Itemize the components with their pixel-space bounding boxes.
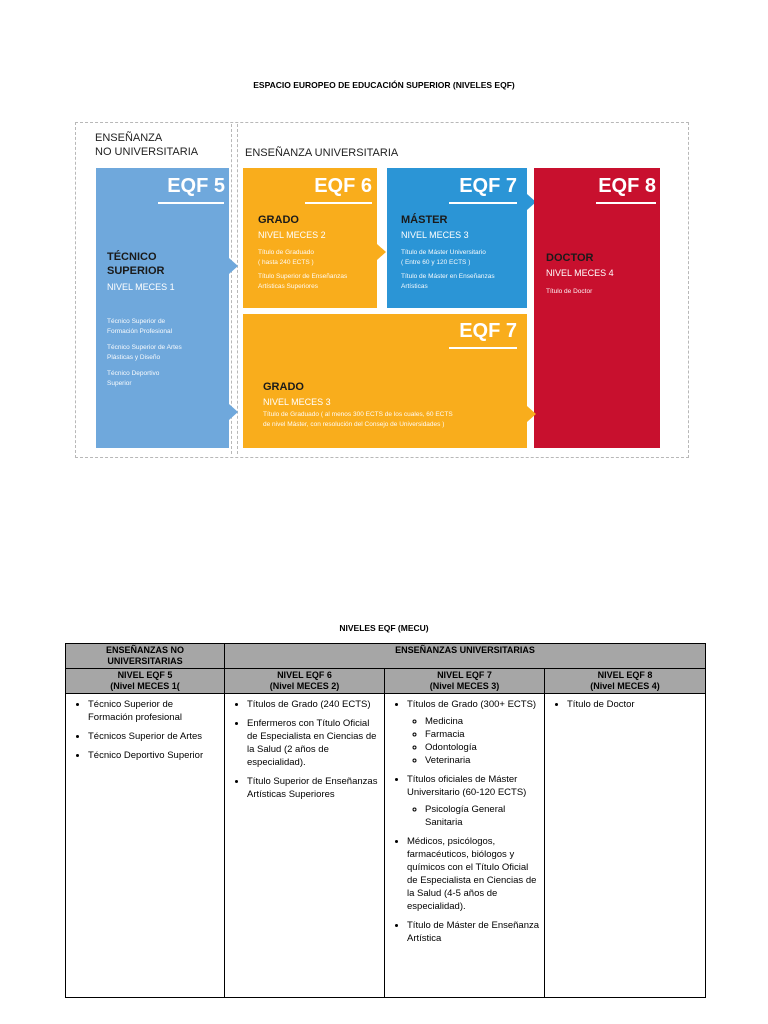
eqf7-grado-meces: NIVEL MECES 3 [263,397,331,407]
level-header-eqf8 [545,669,706,694]
zone-label-no-univ [95,131,198,159]
sub-list-item: ◦ Medicina [425,715,540,728]
cell-eqf5 [66,694,225,998]
list-item-text: Títulos oficiales de Máster Universitario (60-120 ECTS) [407,774,527,798]
list-item: • Título de Máster de Enseñanza Artística [407,919,540,945]
eqf7-master-text-line: Título de Máster Universitario [401,249,486,256]
table-title: NIVELES EQF (MECU) [339,623,429,633]
table-level-row [66,669,706,694]
list-item: • Enfermeros con Título Oficial de Especialista en Ciencias de la Salud (2 años de especialidad). [247,717,380,769]
eqf6-text [258,248,347,292]
level-name: NIVEL EQF 6 [277,670,332,680]
list-item: • Médicos, psicólogos, farmacéuticos, biólogos y químicos con el Título Oficial de Especialista en Ciencias de la Salud (4-5 años de especialidad). [407,835,540,913]
document-title: ESPACIO EUROPEO DE EDUCACIÓN SUPERIOR (NIVELES EQF) [253,80,515,90]
eqf6-title: GRADO [258,214,299,226]
list-item: • Título Superior de Enseñanzas Artísticas Superiores [247,775,380,801]
eqf7-master-text [401,248,495,292]
zone-label-line: ENSEÑANZA [95,132,163,144]
block-eqf7-master [387,168,527,308]
eqf8-underline [596,202,656,204]
list-item: • Técnico Deportivo Superior [88,749,220,762]
eqf7-grado-text-line: Título de Graduado ( al menos 300 ECTS de los cuales, 60 ECTS [263,411,453,418]
level-meces: (Nivel MECES 4) [590,681,660,691]
sub-list-item: ◦ Psicología General Sanitaria [425,803,540,829]
eqf5-text-line: Formación Profesional [107,328,173,335]
sub-list-item: ◦ Odontología [425,741,540,754]
block-eqf7-grado [243,314,527,448]
eqf7-grado-text [263,410,453,430]
level-name: NIVEL EQF 8 [597,670,653,680]
eqf5-label: EQF 5 [167,175,225,197]
eqf6-text-line: Artísticas Superiores [258,283,318,290]
eqf5-text [107,317,182,389]
block-eqf5 [96,168,229,448]
eqf6-meces: NIVEL MECES 2 [258,230,326,240]
eqf7-master-label: EQF 7 [459,175,517,197]
eqf5-arrow-upper [229,258,238,274]
eqf5-text-line: Superior [107,380,132,387]
eqf5-text-line: Técnico Superior de [107,318,166,325]
list-item [407,698,540,767]
eqf6-arrow [377,244,386,260]
eqf7-master-text-line: Artísticas [401,283,428,290]
eqf-levels-table [65,643,706,998]
cell-eqf7 [385,694,545,998]
sub-list-item: ◦ Farmacia [425,728,540,741]
eqf6-text-line: Título de Graduado [258,249,315,256]
level-meces: (Nivel MECES 1( [110,681,180,691]
cell-eqf8 [545,694,706,998]
list-item [407,773,540,829]
header-univ: ENSEÑANZAS UNIVERSITARIAS [225,644,706,669]
eqf7-master-underline [449,202,517,204]
eqf5-title-line: SUPERIOR [107,265,165,277]
level-header-eqf6 [225,669,385,694]
header-no-univ: ENSEÑANZAS NO UNIVERSITARIAS [66,644,225,669]
zone-label-univ: ENSEÑANZA UNIVERSITARIA [245,147,399,159]
list-item: • Técnicos Superior de Artes [88,730,220,743]
eqf6-text-line: Título Superior de Enseñanzas [258,273,348,280]
eqf7-grado-arrow [527,406,536,422]
list-item: • Títulos de Grado (240 ECTS) [247,698,380,711]
level-name: NIVEL EQF 5 [117,670,173,680]
list-item-text: Títulos de Grado (300+ ECTS) [407,699,537,710]
eqf7-master-meces: NIVEL MECES 3 [401,230,469,240]
block-eqf8 [534,168,660,448]
eqf8-text: Título de Doctor [546,288,593,295]
eqf5-title-line: TÉCNICO [107,251,157,263]
list-item: • Técnico Superior de Formación profesional [88,698,220,724]
level-meces: (Nivel MECES 2) [269,681,340,691]
eqf8-meces: NIVEL MECES 4 [546,268,614,278]
eqf7-master-text-line: Título de Máster en Enseñanzas [401,273,495,280]
level-name: NIVEL EQF 7 [437,670,492,680]
eqf7-master-title: MÁSTER [401,214,448,226]
eqf7-grado-text-line: de nivel Máster, con resolución del Consejo de Universidades ) [263,421,445,428]
zone-label-line: NO UNIVERSITARIA [95,146,199,158]
eqf-diagram [75,122,689,458]
eqf7-master-text-line: ( Entre 60 y 120 ECTS ) [401,259,471,266]
eqf6-underline [305,202,372,204]
eqf5-meces: NIVEL MECES 1 [107,282,175,292]
eqf7-grado-label: EQF 7 [459,320,517,342]
eqf8-title: DOCTOR [546,252,594,264]
eqf5-underline [158,202,224,204]
table-header-row [66,644,706,669]
eqf8-label: EQF 8 [598,175,656,197]
level-meces: (Nivel MECES 3) [429,681,500,691]
level-header-eqf5 [66,669,225,694]
eqf5-title [107,250,164,278]
sub-list-item: ◦ Veterinaria [425,754,540,767]
eqf5-text-line: Técnico Deportivo [107,370,160,377]
eqf5-arrow-lower [229,404,238,420]
eqf7-grado-underline [449,347,517,349]
eqf5-text-line: Plásticas y Diseño [107,354,161,361]
eqf5-text-line: Técnico Superior de Artes [107,344,182,351]
block-eqf6 [243,168,377,308]
eqf6-label: EQF 6 [314,175,372,197]
table-content-row [66,694,706,998]
cell-eqf6 [225,694,385,998]
eqf7-grado-title: GRADO [263,381,304,393]
level-header-eqf7 [385,669,545,694]
eqf6-text-line: ( hasta 240 ECTS ) [258,259,314,266]
list-item: • Título de Doctor [567,698,701,711]
